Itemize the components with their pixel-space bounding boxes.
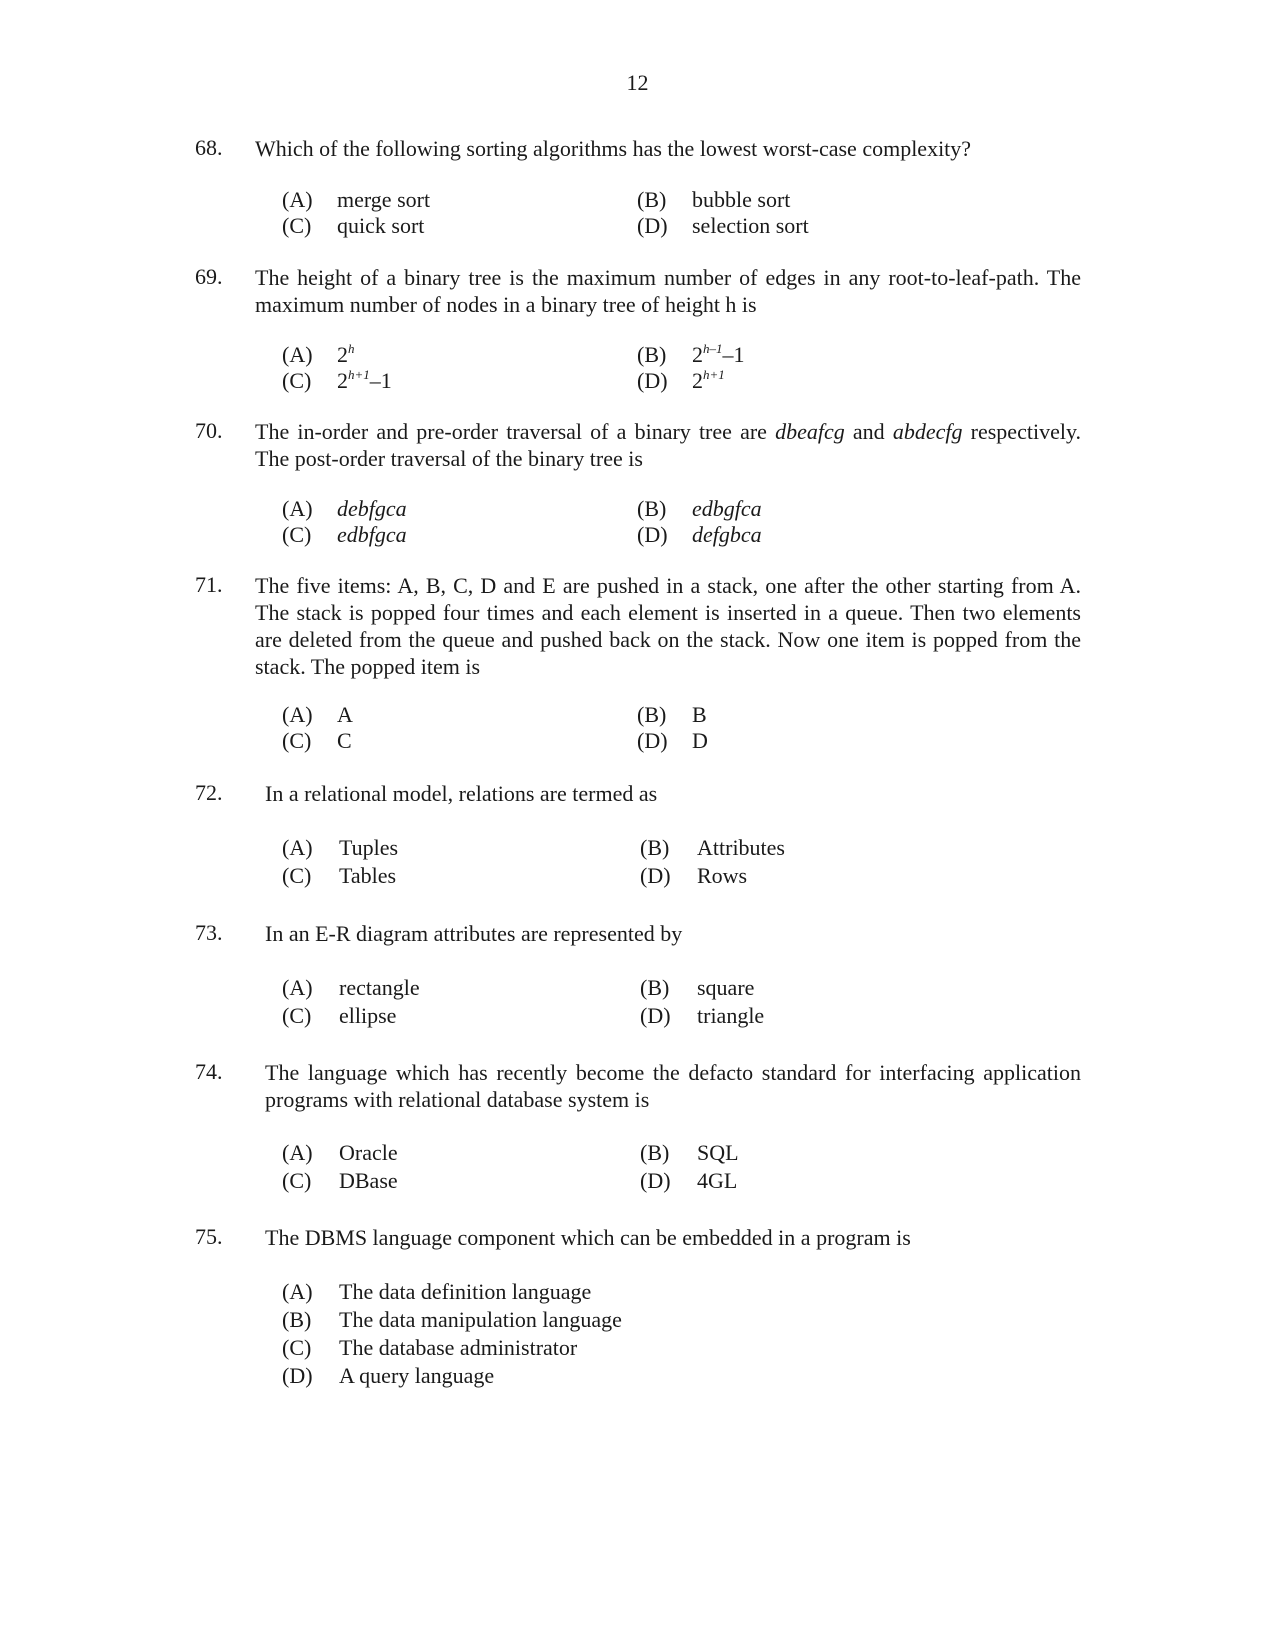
option-c[interactable] [282, 1002, 396, 1029]
option-text: Attributes [697, 835, 785, 860]
option-label: (C) [282, 1003, 312, 1028]
option-label: (C) [282, 368, 312, 393]
option-b[interactable] [637, 495, 762, 522]
option-d[interactable] [282, 1362, 494, 1389]
option-label: (C) [282, 1168, 312, 1193]
question-number: 75. [195, 1224, 223, 1249]
option-label: (A) [282, 1279, 313, 1304]
option-c[interactable] [282, 1334, 577, 1361]
option-exponent: h [348, 341, 355, 356]
option-c[interactable] [282, 367, 392, 394]
option-b[interactable] [640, 974, 754, 1001]
option-label: (A) [282, 1140, 313, 1165]
option-label: (C) [282, 863, 312, 888]
option-text: DBase [339, 1168, 398, 1193]
option-label: (D) [640, 863, 671, 888]
option-label: (B) [637, 342, 667, 367]
question-number: 72. [195, 780, 223, 805]
option-text: 4GL [697, 1168, 738, 1193]
option-text: debfgca [337, 496, 407, 521]
question-text: The five items: A, B, C, D and E are pushed in a stack, one after the other starting from A. The stack is popped four times and each element is inserted in a queue. Then two elements are deleted from the queue and pushed back on the stack. Now one item is popped from the stack. The popped item is [255, 573, 1081, 679]
option-label: (D) [640, 1003, 671, 1028]
option-text: selection sort [692, 213, 809, 238]
option-label: (B) [637, 702, 667, 727]
option-d[interactable] [637, 727, 708, 754]
page-number: 12 [626, 70, 649, 95]
option-label: (D) [282, 1363, 313, 1388]
option-base: 2 [337, 368, 348, 393]
option-label: (B) [640, 975, 670, 1000]
option-text: A query language [339, 1363, 495, 1388]
option-text: edbgfca [692, 496, 762, 521]
option-a[interactable] [282, 701, 353, 728]
option-text: ellipse [339, 1003, 397, 1028]
option-b[interactable] [282, 1306, 622, 1333]
option-label: (D) [637, 728, 668, 753]
option-d[interactable] [637, 521, 762, 548]
text-part: and [844, 419, 893, 444]
option-text: square [697, 975, 755, 1000]
option-label: (A) [282, 496, 313, 521]
option-label: (B) [637, 496, 667, 521]
option-label: (D) [637, 522, 668, 547]
option-c[interactable] [282, 727, 352, 754]
option-label: (A) [282, 187, 313, 212]
question-text: Which of the following sorting algorithms has the lowest worst-case complexity? [255, 136, 972, 161]
option-text: edbfgca [337, 522, 407, 547]
option-exponent: h+1 [348, 367, 370, 382]
option-text: D [692, 728, 708, 753]
option-text: The database administrator [339, 1335, 578, 1360]
option-text: Tuples [339, 835, 399, 860]
option-label: (B) [282, 1307, 312, 1332]
option-b[interactable] [637, 186, 790, 213]
option-a[interactable] [282, 495, 407, 522]
option-text: triangle [697, 1003, 765, 1028]
question-number: 71. [195, 572, 223, 597]
option-text: SQL [697, 1140, 739, 1165]
option-exponent: h–1 [703, 341, 723, 356]
option-text: quick sort [337, 213, 425, 238]
option-a[interactable] [282, 186, 430, 213]
option-a[interactable] [282, 341, 355, 368]
option-text: Tables [339, 863, 397, 888]
option-b[interactable] [637, 701, 707, 728]
question-number: 68. [195, 135, 223, 160]
question-number: 73. [195, 920, 223, 945]
option-exponent: h+1 [703, 367, 725, 382]
option-text: rectangle [339, 975, 420, 1000]
option-label: (C) [282, 522, 312, 547]
option-text: Oracle [339, 1140, 398, 1165]
option-b[interactable] [640, 834, 785, 861]
option-text: The data definition language [339, 1279, 592, 1304]
question-text: The DBMS language component which can be embedded in a program is [265, 1225, 911, 1250]
text-part: The in-order and pre-order traversal of a binary tree are [255, 419, 776, 444]
option-label: (C) [282, 213, 312, 238]
option-b[interactable] [637, 341, 745, 368]
option-d[interactable] [640, 1002, 764, 1029]
option-text: bubble sort [692, 187, 791, 212]
question-text: In an E-R diagram attributes are represented by [265, 921, 683, 946]
option-text: Rows [697, 863, 748, 888]
option-label: (A) [282, 835, 313, 860]
option-d[interactable] [640, 1167, 737, 1194]
option-label: (B) [640, 1140, 670, 1165]
option-text: merge sort [337, 187, 431, 212]
option-c[interactable] [282, 1167, 398, 1194]
question-text: The language which has recently become the defacto standard for interfacing application programs with relational database system is [265, 1060, 1081, 1112]
question-text: The height of a binary tree is the maximum number of edges in any root-to-leaf-path. The maximum number of nodes in a binary tree of height h is [255, 265, 1081, 317]
question-text [255, 418, 1081, 472]
option-label: (D) [640, 1168, 671, 1193]
option-c[interactable] [282, 212, 424, 239]
option-a[interactable] [282, 834, 398, 861]
option-label: (C) [282, 728, 312, 753]
option-d[interactable] [637, 212, 809, 239]
option-text: defgbca [692, 522, 762, 547]
option-label: (D) [637, 368, 668, 393]
option-b[interactable] [640, 1139, 739, 1166]
option-label: (D) [637, 213, 668, 238]
option-d[interactable] [640, 862, 747, 889]
question-text: In a relational model, relations are termed as [265, 781, 658, 806]
text-part: respectively. The post-order traversal of the binary tree is [255, 419, 1082, 471]
option-a[interactable] [282, 974, 420, 1001]
option-d[interactable] [637, 367, 725, 394]
question-number: 70. [195, 418, 223, 443]
traversal-preorder: abdecfg [892, 419, 963, 444]
option-tail: –1 [722, 342, 745, 367]
option-text: B [692, 702, 707, 727]
option-base: 2 [692, 368, 703, 393]
option-label: (A) [282, 975, 313, 1000]
option-label: (B) [637, 187, 667, 212]
option-label: (C) [282, 1335, 312, 1360]
option-tail: –1 [369, 368, 392, 393]
option-text: C [337, 728, 352, 753]
question-number: 69. [195, 264, 223, 289]
option-label: (A) [282, 342, 313, 367]
option-base: 2 [337, 342, 348, 367]
option-base: 2 [692, 342, 703, 367]
option-text: The data manipulation language [339, 1307, 622, 1332]
option-c[interactable] [282, 521, 407, 548]
option-c[interactable] [282, 862, 396, 889]
option-label: (A) [282, 702, 313, 727]
option-a[interactable] [282, 1139, 398, 1166]
option-label: (B) [640, 835, 670, 860]
question-number: 74. [195, 1059, 223, 1084]
option-a[interactable] [282, 1278, 591, 1305]
traversal-inorder: dbeafcg [775, 419, 845, 444]
option-text: A [337, 702, 353, 727]
